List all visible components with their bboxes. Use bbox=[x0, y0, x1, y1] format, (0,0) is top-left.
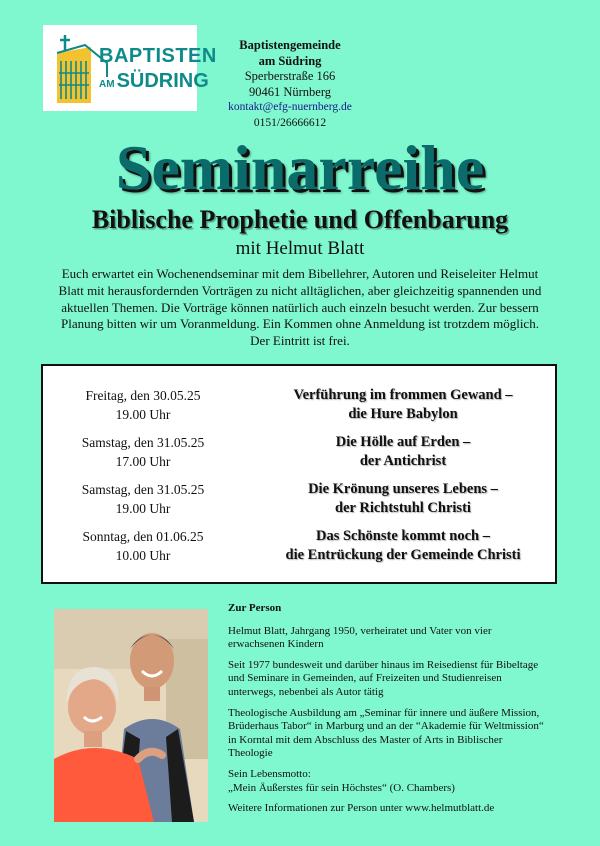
session-topic-line1: Die Hölle auf Erden – bbox=[335, 434, 471, 450]
session-time: 17.00 Uhr bbox=[115, 454, 171, 469]
session-topic bbox=[253, 433, 553, 471]
session-time: 19.00 Uhr bbox=[115, 407, 171, 422]
church-name-line1: Baptistengemeinde bbox=[239, 38, 341, 52]
page-subtitle: Biblische Prophetie und Offenbarung bbox=[91, 205, 509, 234]
bio-section bbox=[228, 602, 548, 823]
bio-motto-label: Sein Lebensmotto: bbox=[228, 767, 311, 780]
speaker-couple-image bbox=[54, 609, 208, 822]
logo-wordmark bbox=[99, 46, 217, 91]
session-date: Sonntag, den 01.06.25 bbox=[82, 529, 204, 544]
session-topic-line1: Verführung im frommen Gewand – bbox=[293, 387, 513, 403]
session-date: Freitag, den 30.05.25 bbox=[85, 388, 201, 403]
church-name-line2: am Südring bbox=[258, 53, 322, 68]
session-time: 10.00 Uhr bbox=[115, 548, 171, 563]
session-date: Samstag, den 31.05.25 bbox=[81, 435, 205, 450]
schedule-box bbox=[41, 364, 557, 584]
session-time: 19.00 Uhr bbox=[115, 501, 171, 516]
bio-paragraph: Seit 1977 bundesweit und darüber hinaus im Reisedienst für Bibeltage und Seminare in Gemeinden, auf Freizeiten und Studienreisen unterwegs, nebenbei als Autor tätig bbox=[228, 658, 539, 698]
session-row bbox=[43, 527, 555, 567]
contact-block bbox=[225, 38, 355, 131]
phone-number: 0151/26666612 bbox=[253, 116, 327, 129]
session-row bbox=[43, 386, 555, 426]
session-row bbox=[43, 480, 555, 520]
bio-motto-text: „Mein Äußerstes für sein Höchstes“ (O. Chambers) bbox=[228, 781, 455, 794]
session-topic-line2: der Richtstuhl Christi bbox=[335, 500, 471, 516]
bio-motto bbox=[228, 768, 548, 795]
city-address: 90461 Nürnberg bbox=[248, 84, 332, 99]
church-logo bbox=[43, 25, 217, 111]
logo-line1: BAPTISTEN bbox=[99, 45, 217, 67]
session-topic-line2: der Antichrist bbox=[359, 453, 447, 469]
session-topic bbox=[253, 480, 553, 518]
session-topic-line2: die Hure Babylon bbox=[348, 406, 458, 422]
logo-line2-small: AM bbox=[99, 79, 115, 90]
session-topic bbox=[253, 386, 553, 424]
intro-paragraph: Euch erwartet ein Wochenendseminar mit dem Bibellehrer, Autoren und Reiseleiter Helmut Blatt mit herausfordernden Vorträgen zu nicht alltäglichen, aber gleichzeitig spannenden und aktuellen Themen. Die Vorträge können natürlich auch einzeln besucht werden. Zur bessern Planung bitten wir um Voranmeldung. Ein Kommen ohne Anmeldung ist trotzdem möglich. Der Eintritt ist frei. bbox=[58, 266, 542, 349]
session-topic-line1: Das Schönste kommt noch – bbox=[315, 528, 490, 544]
bio-paragraph: Theologische Ausbildung am „Seminar für innere und äußere Mission, Brüderhaus Tabor“ in Marburg und an der “Akademie für Weltmission“ in Korntal mit dem Abschluss des Master of Arts in Biblischer Theologie bbox=[228, 706, 544, 760]
bio-paragraph: Helmut Blatt, Jahrgang 1950, verheiratet und Vater von vier erwachsenen Kindern bbox=[228, 624, 492, 651]
email-link[interactable]: kontakt@efg-nuernberg.de bbox=[228, 101, 352, 113]
session-datetime bbox=[63, 386, 223, 424]
session-datetime bbox=[63, 527, 223, 565]
bio-heading: Zur Person bbox=[228, 602, 282, 614]
session-datetime bbox=[63, 433, 223, 471]
bio-more-info: Weitere Informationen zur Person unter www.helmutblatt.de bbox=[228, 802, 495, 815]
speaker-photo bbox=[54, 609, 208, 822]
session-datetime bbox=[63, 480, 223, 518]
logo-line2-big: SÜDRING bbox=[116, 70, 209, 92]
session-topic-line2: die Entrückung der Gemeinde Christi bbox=[285, 547, 521, 563]
session-topic-line1: Die Krönung unseres Lebens – bbox=[308, 481, 498, 497]
session-date: Samstag, den 31.05.25 bbox=[81, 482, 205, 497]
page-title: Seminarreihe bbox=[115, 132, 485, 203]
street-address: Sperberstraße 166 bbox=[244, 69, 336, 83]
session-row bbox=[43, 433, 555, 473]
session-topic bbox=[253, 527, 553, 565]
speaker-line: mit Helmut Blatt bbox=[235, 238, 365, 259]
